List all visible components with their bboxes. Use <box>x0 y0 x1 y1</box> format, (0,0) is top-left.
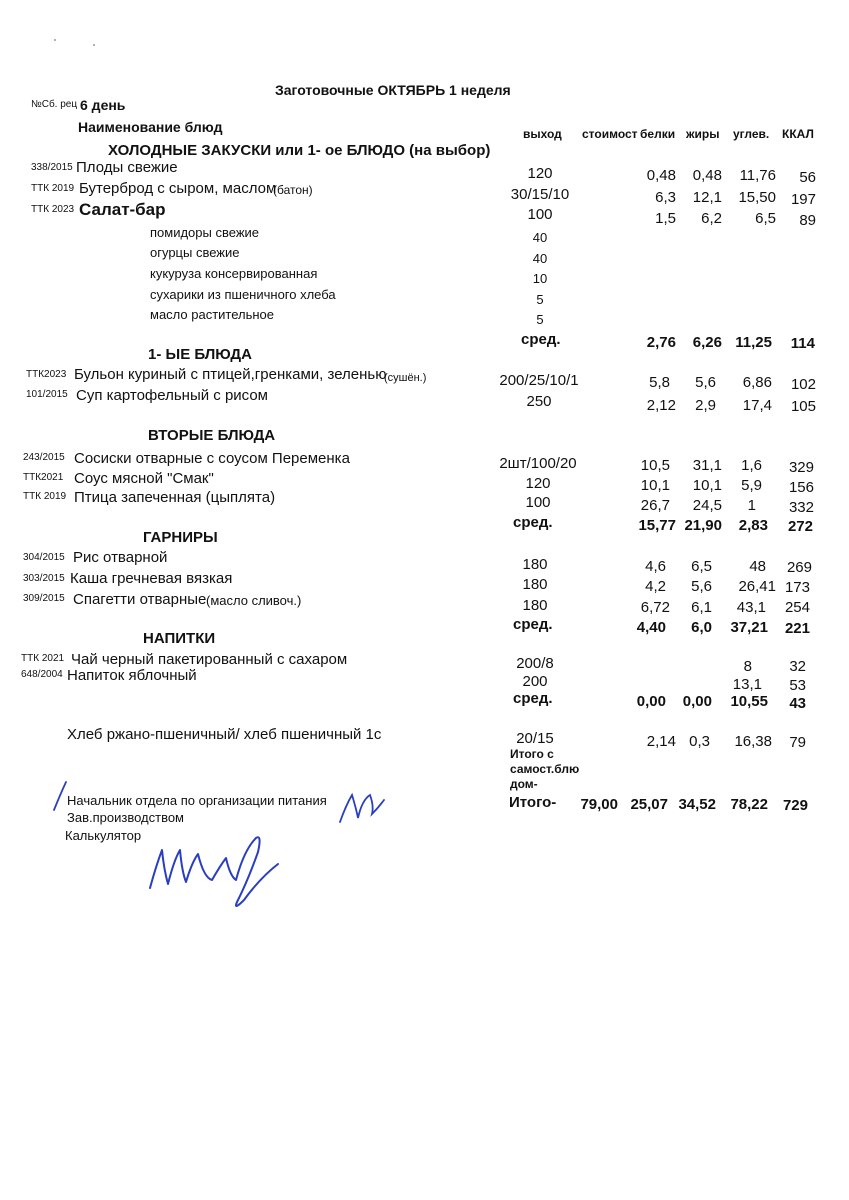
output-value: 180 <box>522 556 548 573</box>
fat-value: 6,1 <box>691 599 712 616</box>
fat-value: 6,2 <box>701 210 722 227</box>
bread-name: Хлеб ржано-пшеничный/ хлеб пшеничный 1с <box>67 726 382 743</box>
dish-name: Птица запеченная (цыплята) <box>74 489 276 506</box>
column-header-fat: жиры <box>686 127 720 141</box>
total-label: Итого- <box>509 794 557 811</box>
column-header-protein: белки <box>640 127 676 141</box>
dish-name: Спагетти отварные <box>73 591 207 608</box>
section-title-second: ВТОРЫЕ БЛЮДА <box>148 427 276 444</box>
fat-value: 5,6 <box>695 374 716 391</box>
kcal-value: 254 <box>784 599 810 616</box>
carb-average: 10,55 <box>730 693 768 710</box>
output-value: 100 <box>527 206 553 223</box>
protein-value: 10,5 <box>640 457 670 474</box>
protein-average: 2,76 <box>646 334 676 351</box>
kcal-value: 173 <box>784 579 810 596</box>
kcal-average: 272 <box>787 518 813 535</box>
carb-average: 37,21 <box>730 619 768 636</box>
kcal-value: 269 <box>786 559 812 576</box>
section-title-garnish: ГАРНИРЫ <box>143 529 218 546</box>
column-header-name: Наименование блюд <box>78 119 223 135</box>
output-value: 200/8 <box>516 655 554 672</box>
protein-average: 0,00 <box>636 693 666 710</box>
recipe-code: ТТК 2023 <box>31 204 75 215</box>
kcal-value: 105 <box>790 398 816 415</box>
dish-name: Салат-бар <box>79 200 166 219</box>
recipe-code: 304/2015 <box>23 552 65 563</box>
carb-value: 16,38 <box>734 733 772 750</box>
salad-component-output: 40 <box>532 251 548 266</box>
recipe-code: 243/2015 <box>23 452 65 463</box>
kcal-average: 221 <box>784 620 810 637</box>
carb-value: 1,6 <box>741 457 762 474</box>
carb-value: 43,1 <box>736 599 766 616</box>
fat-value: 0,48 <box>692 167 722 184</box>
protein-value: 6,3 <box>655 189 676 206</box>
output-value: 200 <box>522 673 548 690</box>
recipe-code: ТТК2023 <box>26 369 67 380</box>
fat-value: 10,1 <box>692 477 722 494</box>
carb-value: 6,5 <box>755 210 776 227</box>
salad-component: масло растительное <box>150 307 275 322</box>
kcal-value: 53 <box>789 677 806 694</box>
output-value: 180 <box>522 597 548 614</box>
recipe-code: 303/2015 <box>23 573 65 584</box>
dish-note: (масло сливоч.) <box>206 593 302 608</box>
doc-number-label: №Сб. рец <box>31 99 78 110</box>
subtotal-label: самост.блю <box>510 762 580 776</box>
fat-average: 6,0 <box>691 619 712 636</box>
signature-head <box>340 795 384 822</box>
fat-value: 2,9 <box>695 397 716 414</box>
fat-average: 6,26 <box>692 334 722 351</box>
protein-value: 10,1 <box>640 477 670 494</box>
dish-name: Напиток яблочный <box>67 667 197 684</box>
recipe-code: 101/2015 <box>26 389 68 400</box>
kcal-value: 32 <box>789 658 806 675</box>
recipe-code: ТТК2021 <box>23 472 64 483</box>
section-title-first: 1- ЫЕ БЛЮДА <box>148 346 252 363</box>
carb-value: 8 <box>743 658 752 675</box>
carb-value: 6,86 <box>742 374 772 391</box>
dish-name: Бульон куриный с птицей,гренками, зеленью <box>74 366 387 383</box>
fat-value: 5,6 <box>691 578 712 595</box>
carb-value: 48 <box>749 558 766 575</box>
output-value: 180 <box>522 576 548 593</box>
kcal-value: 156 <box>788 479 814 496</box>
kcal-value: 332 <box>788 499 814 516</box>
output-value: 200/25/10/1 <box>499 372 579 389</box>
recipe-code: ТТК 2019 <box>31 183 75 194</box>
total-kcal: 729 <box>782 797 808 814</box>
carb-value: 5,9 <box>741 477 762 494</box>
protein-average: 15,77 <box>638 517 676 534</box>
output-value: 30/15/10 <box>510 186 570 203</box>
kcal-value: 197 <box>790 191 816 208</box>
day-label: 6 день <box>80 97 126 113</box>
salad-component: огурцы свежие <box>150 245 240 260</box>
protein-value: 4,2 <box>645 578 666 595</box>
salad-component-output: 40 <box>532 230 548 245</box>
fat-value: 0,3 <box>689 733 710 750</box>
protein-value: 2,12 <box>646 397 676 414</box>
average-label: сред. <box>513 690 553 707</box>
dish-name: Бутерброд с сыром, маслом <box>79 180 277 197</box>
dish-name: Плоды свежие <box>76 159 178 176</box>
salad-component: сухарики из пшеничного хлеба <box>150 287 336 302</box>
signatory-title: Зав.производством <box>67 810 184 825</box>
protein-value: 0,48 <box>646 167 676 184</box>
total-fat: 34,52 <box>678 796 716 813</box>
fat-value: 24,5 <box>692 497 722 514</box>
protein-value: 26,7 <box>640 497 670 514</box>
signature-calculator <box>150 837 278 906</box>
salad-component-output: 5 <box>536 312 544 327</box>
dish-note: (сушён.) <box>384 372 427 384</box>
output-value: 250 <box>526 393 552 410</box>
average-label: сред. <box>513 514 553 531</box>
section-title-drinks: НАПИТКИ <box>143 630 216 647</box>
column-header-carb: углев. <box>733 127 770 141</box>
recipe-code: ТТК 2019 <box>23 491 67 502</box>
recipe-code: 648/2004 <box>21 669 63 680</box>
column-header-kcal: ККАЛ <box>782 127 814 141</box>
salad-component: помидоры свежие <box>150 225 260 240</box>
dish-name: Сосиски отварные с соусом Переменка <box>74 450 350 467</box>
dish-name: Каша гречневая вязкая <box>70 570 233 587</box>
fat-value: 31,1 <box>692 457 722 474</box>
subtotal-label: дом- <box>510 777 538 791</box>
average-label: сред. <box>521 331 561 348</box>
carb-value: 15,50 <box>738 189 776 206</box>
fat-average: 21,90 <box>684 517 722 534</box>
salad-component-output: 5 <box>536 292 544 307</box>
dish-name: Соус мясной "Смак" <box>74 470 214 487</box>
output-value: 2шт/100/20 <box>499 455 577 472</box>
salad-component-output: 10 <box>532 271 548 286</box>
dish-name: Чай черный пакетированный с сахаром <box>71 651 348 668</box>
carb-average: 2,83 <box>738 517 768 534</box>
protein-value: 2,14 <box>646 733 676 750</box>
total-cost: 79,00 <box>580 796 618 813</box>
recipe-code: ТТК 2021 <box>21 653 65 664</box>
carb-value: 11,76 <box>739 167 776 184</box>
fat-value: 12,1 <box>692 189 722 206</box>
dish-name: Рис отварной <box>73 549 168 566</box>
fat-value: 6,5 <box>691 558 712 575</box>
document-title: Заготовочные ОКТЯБРЬ 1 неделя <box>275 82 511 98</box>
protein-value: 1,5 <box>655 210 676 227</box>
kcal-average: 43 <box>789 695 806 712</box>
kcal-value: 89 <box>799 212 816 229</box>
kcal-average: 114 <box>790 335 815 352</box>
section-title-cold: ХОЛОДНЫЕ ЗАКУСКИ или 1- ое БЛЮДО (на выбор) <box>108 142 491 159</box>
output-value: 20/15 <box>516 730 554 747</box>
carb-value: 13,1 <box>732 676 762 693</box>
average-label: сред. <box>513 616 553 633</box>
recipe-code: 338/2015 <box>31 162 73 173</box>
column-header-output: выход <box>523 127 562 141</box>
kcal-value: 79 <box>789 734 806 751</box>
output-value: 120 <box>525 475 551 492</box>
total-carb: 78,22 <box>730 796 768 813</box>
protein-value: 5,8 <box>649 374 670 391</box>
protein-average: 4,40 <box>636 619 666 636</box>
signatory-title: Калькулятор <box>65 828 142 843</box>
kcal-value: 329 <box>788 459 814 476</box>
subtotal-label: Итого с <box>510 747 554 761</box>
signatory-title: Начальник отдела по организации питания <box>67 793 327 808</box>
dish-note: (батон) <box>273 183 313 197</box>
protein-value: 4,6 <box>645 558 666 575</box>
kcal-value: 56 <box>799 169 816 186</box>
total-protein: 25,07 <box>630 796 668 813</box>
fat-average: 0,00 <box>682 693 712 710</box>
output-value: 100 <box>525 494 551 511</box>
carb-value: 17,4 <box>742 397 772 414</box>
output-value: 120 <box>527 165 553 182</box>
carb-average: 11,25 <box>735 334 772 351</box>
signature-mark-left <box>54 782 66 810</box>
dish-name: Суп картофельный с рисом <box>76 387 268 404</box>
kcal-value: 102 <box>790 376 816 393</box>
carb-value: 1 <box>747 497 756 514</box>
carb-value: 26,41 <box>738 578 776 595</box>
column-header-cost: стоимост <box>582 127 638 141</box>
salad-component: кукуруза консервированная <box>150 266 318 281</box>
protein-value: 6,72 <box>640 599 670 616</box>
recipe-code: 309/2015 <box>23 593 65 604</box>
